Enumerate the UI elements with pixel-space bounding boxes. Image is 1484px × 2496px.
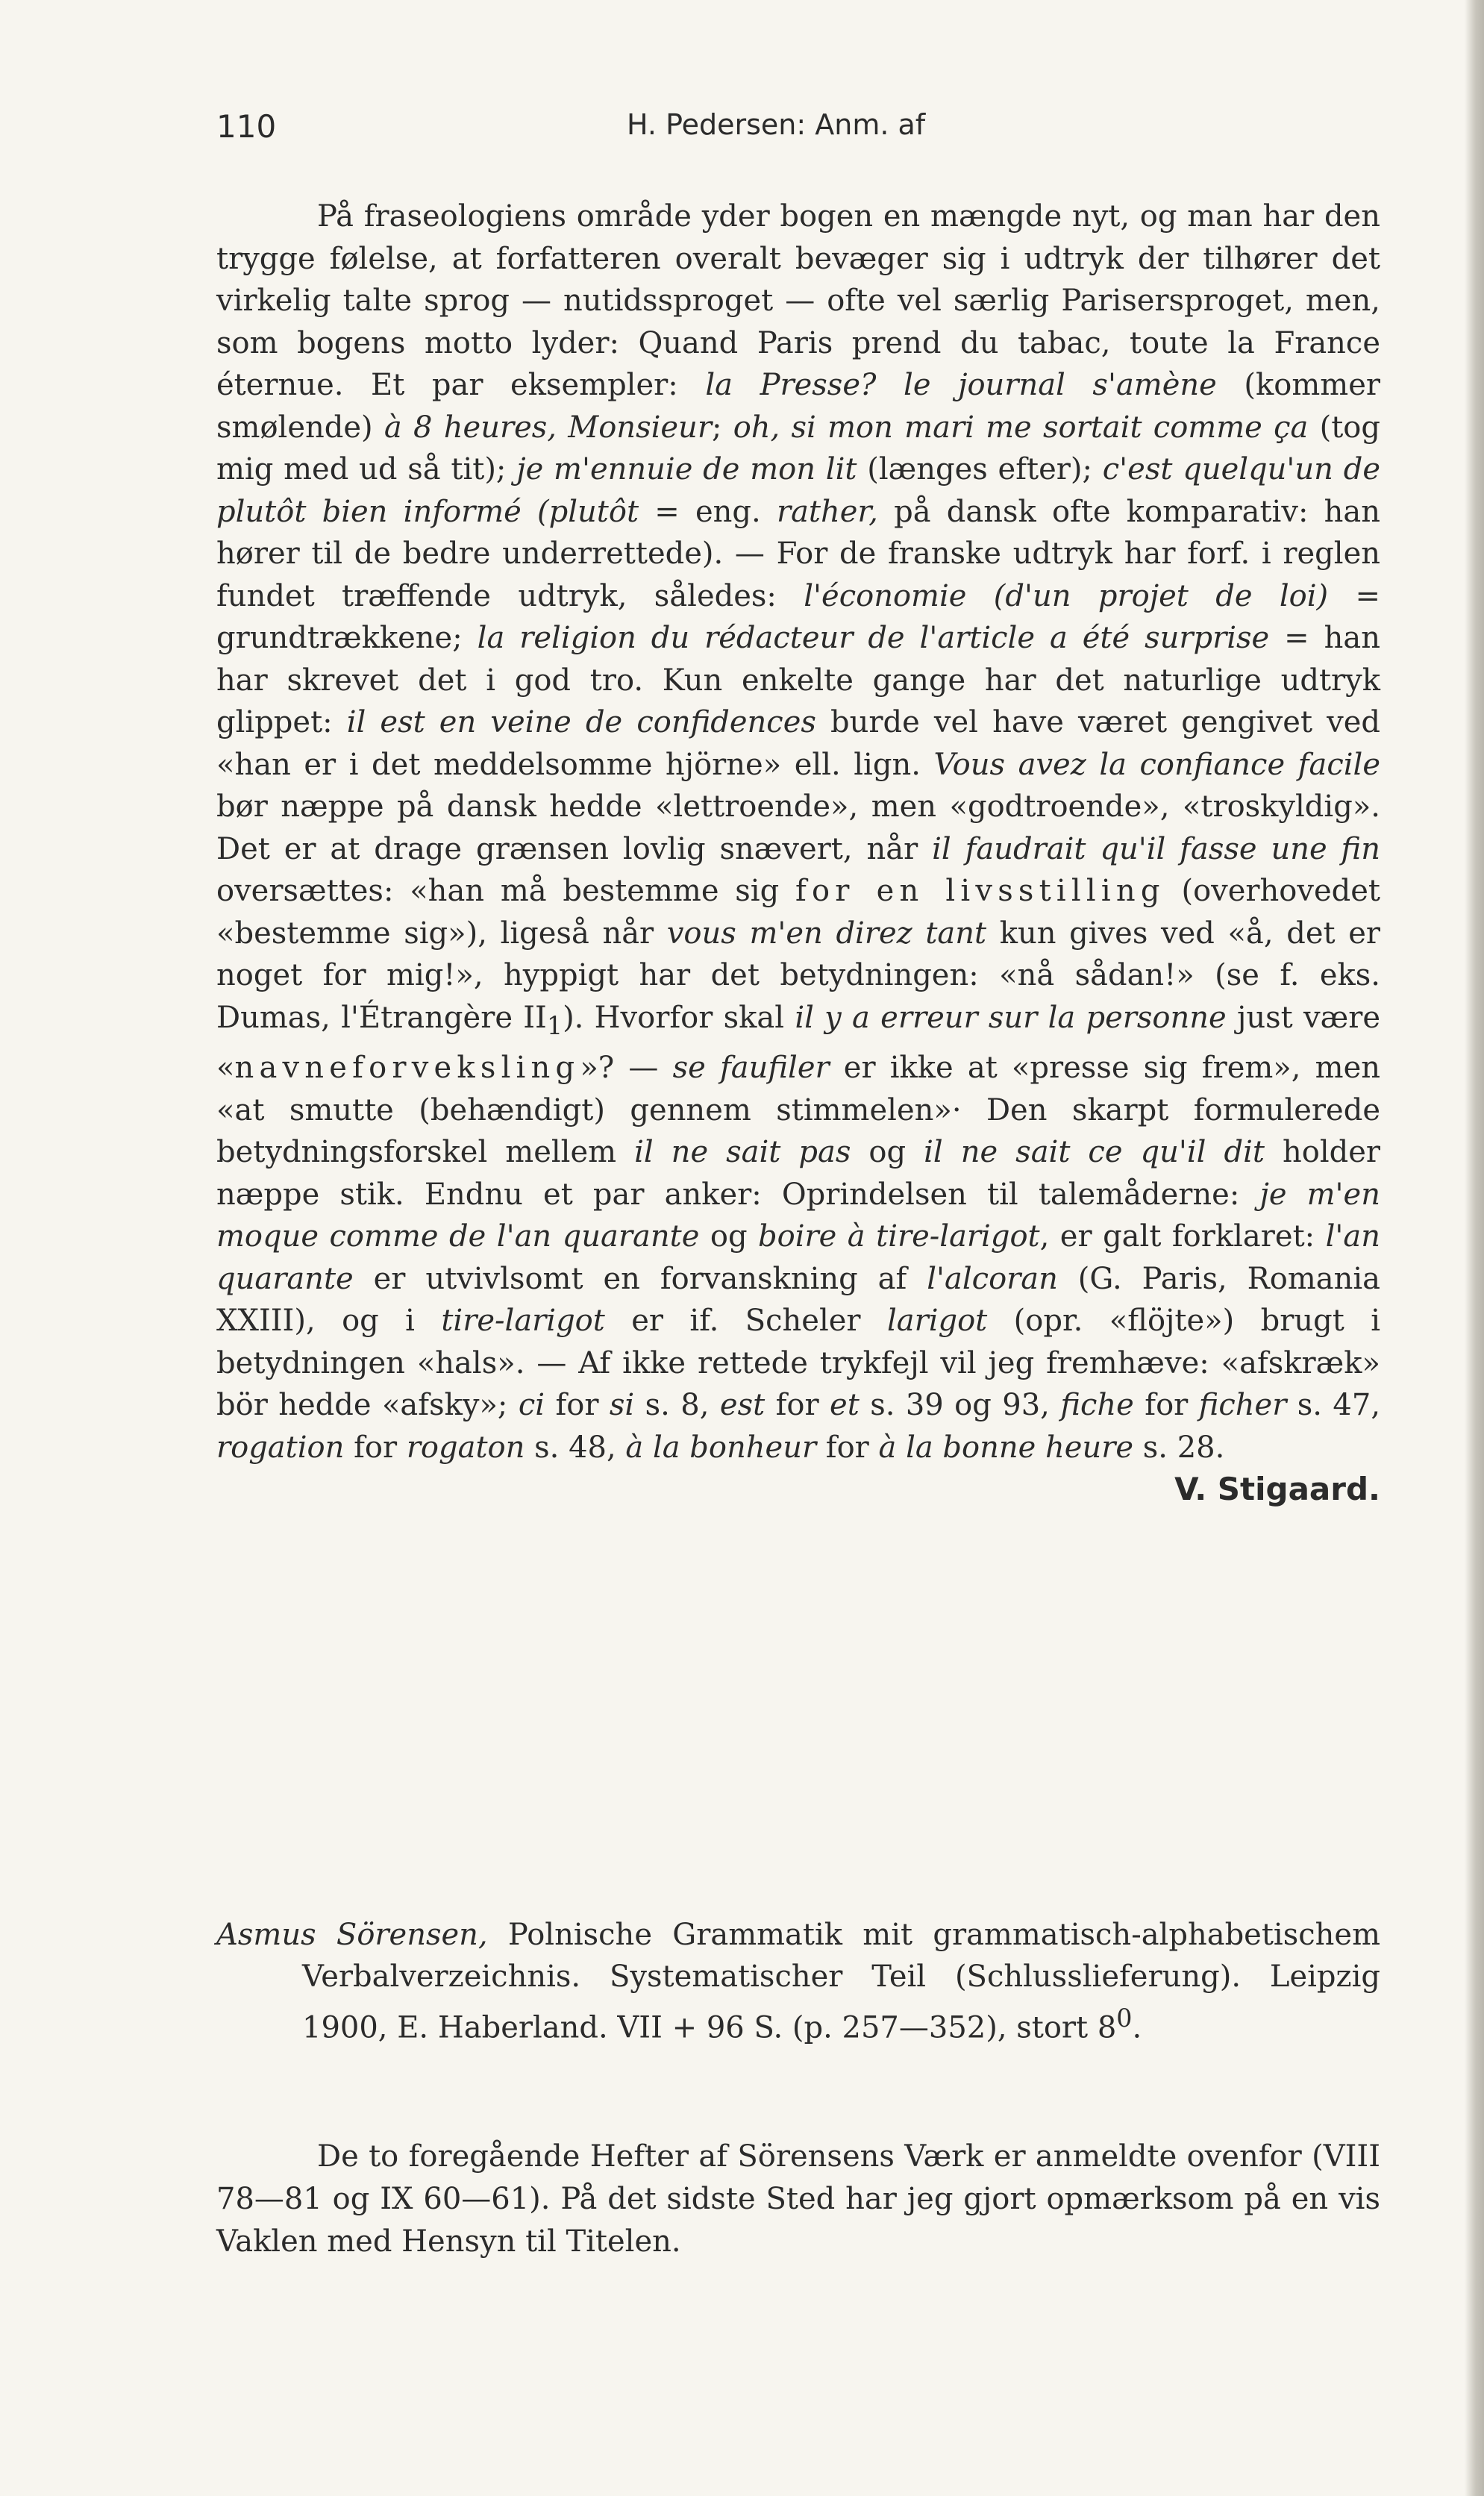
review-text-1 <box>216 196 1380 1511</box>
running-head: H. Pedersen: Anm. af <box>627 108 926 141</box>
bibliographic-entry <box>216 1914 1380 2048</box>
bibliographic-citation: Asmus Sörensen, Polnische Grammatik mit grammatisch-alphabetischem Verbalverzeichnis. Systematischer Teil (Schlusslieferung). Leipzig 1900, E. Haberland. VII + 96 S. (p. 257—352), stort $8^0$. <box>216 1918 1380 2045</box>
page-header <box>216 108 1350 153</box>
reviewer-signature: V. Stigaard. <box>1174 1471 1380 1507</box>
book-author: Asmus Sörensen, <box>216 1918 488 1952</box>
page-edge-shadow <box>1465 0 1484 2496</box>
review-paragraph: På fraseologiens område yder bogen en mængde nyt, og man har den trygge følelse, at forfatteren overalt bevæger sig i udtryk der tilhører det virkelig talte sprog — nutidssproget — ofte vel særlig Parisersproget, men, som bogens motto lyder: Quand Paris prend du tabac, toute la France éternue. Et par eksempler: la Presse? le journal s'amène (kommer smølende) à 8 heures, Monsieur; oh, si mon mari me sortait comme ça (tog mig med ud så tit); je m'ennuie de mon lit (længes efter); c'est quelqu'un de plutôt bien informé (plutôt = eng. rather, på dansk ofte komparativ: han hører til de bedre underrettede). — For de franske udtryk har forf. i reglen fundet træffende udtryk, således: l'économie (d'un projet de loi) = grundtrækkene; la religion du rédacteur de l'article a été surprise = han har skrevet det i god tro. Kun enkelte gange har det naturlige udtryk glippet: il est en veine de confidences burde vel have været gengivet ved «han er i det meddelsomme hjörne» ell. lign. Vous avez la confiance facile bør næppe på dansk hedde «lettroende», men «godtroende», «troskyldig». Det er at drage grænsen lovlig snævert, når il faudrait qu'il fasse une fin oversættes: «han må bestemme sig for en livsstilling (overhovedet «bestemme sig»), ligeså når vous m'en direz tant kun gives ved «å, det er noget for mig!», hyppigt har det betydningen: «nå sådan!» (se f. eks. Dumas, l'Étrangère $II_1$). Hvorfor skal il y a erreur sur la personne just være «navneforveksling»? — se faufiler er ikke at «presse sig frem», men «at smutte (behændigt) gennem stimmelen»· Den skarpt formulerede betydningsforskel mellem il ne sait pas og il ne sait ce qu'il dit holder næppe stik. Endnu et par anker: Oprindelsen til talemåderne: je m'en moque comme de l'an quarante og boire à tire-larigot, er galt forklaret: l'an quarante er utvivlsomt en forvanskning af l'alcoran (G. Paris, Romania XXIII), og i tire-larigot er if. Scheler larigot (opr. «flöjte») brugt i betydningen «hals». — Af ikke rettede trykfejl vil jeg fremhæve: «afskræk» bör hedde «afsky»; ci for si s. 8, est for et s. 39 og 93, fiche for ficher s. 47, rogation for rogaton s. 48, à la bonheur for à la bonne heure s. 28. <box>216 199 1381 1465</box>
review-text-2 <box>216 2136 1380 2263</box>
review-paragraph: De to foregående Hefter af Sörensens Værk er anmeldte ovenfor (VIII 78—81 og IX 60—61). På det sidste Sted har jeg gjort opmærksom på en vis Vaklen med Hensyn til Titelen. <box>216 2139 1380 2259</box>
page-number: 110 <box>216 108 277 145</box>
